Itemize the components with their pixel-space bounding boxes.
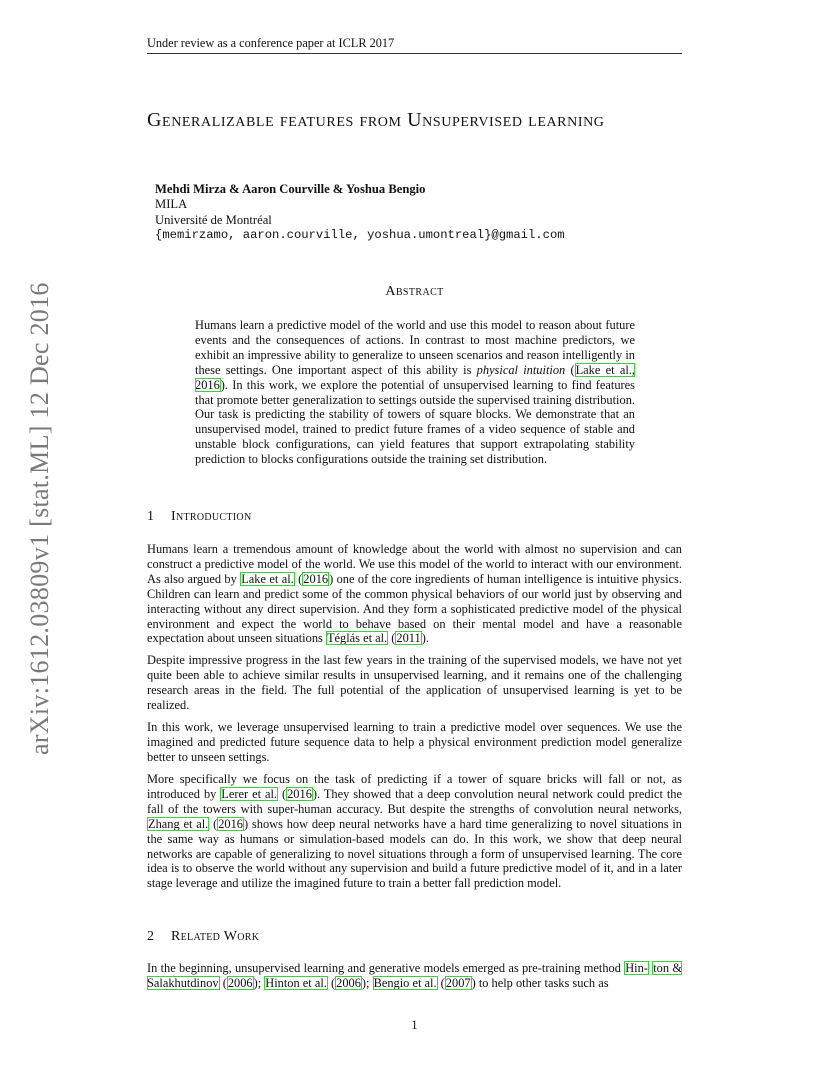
citation-year[interactable]: 2016	[218, 816, 243, 831]
author-block	[155, 182, 655, 244]
page-number: 1	[411, 1018, 418, 1032]
intro-paragraph-4: More specifically we focus on the task of predicting if a tower of square bricks will fall or not, as introduced by Lerer et al. (2016). They showed that a deep convolution neural network could predict the fall of the towers with super-human accuracy. But despite the strengths of convolution neural networks, Zhang et al. (2016) shows how deep neural networks have a hard time generalizing to novel situations in the same way as humans or simulation-based models can do. In this work, we show that deep neural networks are capable of generalizing to novel situations through a form of unsupervised learning. The core idea is to observe the world without any supervision and build a future predictive model of it, and in a later stage leverage and utilize the imagined future to train a better fall prediction model.	[147, 772, 682, 891]
citation-year[interactable]: 2011	[396, 631, 421, 646]
citation-year[interactable]: 2007	[445, 975, 471, 990]
paragraph-text: In the beginning, unsupervised learning and generative models emerged as pre-training method	[147, 961, 621, 975]
related-work-paragraph-1: In the beginning, unsupervised learning and generative models emerged as pre-training method Hin- ton & Salakhutdinov (2006); Hinton et al. (2006); Bengio et al. (2007) to help other tasks such as	[147, 961, 682, 990]
intro-paragraph-3: In this work, we leverage unsupervised learning to train a predictive model over sequences. We use the imagined and predicted future sequence data to help a physical environment prediction model generalize better to unseen settings.	[147, 720, 682, 764]
section-title: Introduction	[171, 509, 252, 524]
abstract-body: Humans learn a predictive model of the world and use this model to reason about future events and the consequences of actions. In contrast to most machine predictors, we exhibit an impressive ability to generalize to unseen scenarios and reason intelligently in these settings. One important aspect of this ability is physical intuition (Lake et al., 2016). In this work, we explore the potential of unsupervised learning to find features that promote better generalization to settings outside the supervised training distribution. Our task is predicting the stability of towers of square blocks. We demonstrate that an unsupervised model, trained to predict future frames of a video sequence of stable and unstable block configurations, can yield features that support extrapolating stability prediction to blocks configurations outside the training set distribution.	[195, 318, 635, 467]
citation-hinton-salakhutdinov-cont[interactable]: ton & Salakhutdinov	[147, 961, 682, 990]
paragraph-text: . They showed that a deep convolution neural network could predict the fall of the towers with super-human accuracy. But despite the strengths of convolution neural networks,	[147, 786, 682, 816]
header-rule	[147, 53, 682, 54]
affiliation-lab: MILA	[155, 197, 188, 212]
paragraph-text: to help other tasks such as	[478, 975, 609, 990]
section-heading-introduction	[147, 509, 682, 525]
paragraph-text: one of the core ingredients of human intelligence is intuitive physics. Children can learn and predict some of the common physical behaviors of our world just by observing and interacting without any direct supervision. And they form a sophisticated predictive model of the physical environment and expect the world to behave based on their mental model and have a reasonable expectation about unseen situations	[147, 571, 682, 646]
abstract-heading: Abstract	[385, 284, 444, 299]
section-heading-related-work	[147, 929, 682, 945]
author-names: Mehdi Mirza & Aaron Courville & Yoshua Bengio	[155, 182, 426, 196]
citation-lake-2016[interactable]: Lake et al., 2016	[195, 362, 635, 392]
intro-paragraph-2: Despite impressive progress in the last few years in the training of the supervised models, we have not yet quite been able to achieve similar results in unsupervised learning, and it remains one of the challenging research areas in the field. The full potential of the application of unsupervised learning is yet to be realized.	[147, 653, 682, 712]
citation-hinton-salakhutdinov[interactable]: Hin-	[625, 961, 648, 975]
citation-bengio-et-al[interactable]: Bengio et al.	[373, 975, 437, 990]
section-title: Related Work	[171, 929, 260, 944]
author-emails: {memirzamo, aaron.courville, yoshua.umontreal}@gmail.com	[155, 228, 565, 243]
citation-lake-et-al[interactable]: Lake et al.	[241, 571, 294, 586]
citation-teglas-et-al[interactable]: Téglás et al.	[326, 631, 388, 646]
paragraph-text: shows how deep neural networks have a hard time generalizing to novel situations in the same way as humans or simulation-based models can do. In this work, we show that deep neural networks are capable of generalizing to novel situations through a form of unsupervised learning. The core idea is to observe the world without any supervision and build a future predictive model of it, and in a later stage leverage and utilize the imagined future to train a better fall prediction model.	[147, 816, 682, 891]
citation-lerer-et-al[interactable]: Lerer et al.	[221, 786, 278, 801]
citation-year[interactable]: 2016	[303, 571, 329, 586]
citation-year[interactable]: 2016	[287, 786, 312, 801]
citation-zhang-et-al[interactable]: Zhang et al.	[148, 816, 209, 831]
arxiv-identifier-stamp[interactable]: arXiv:1612.03809v1 [stat.ML] 12 Dec 2016	[25, 282, 54, 755]
running-header: Under review as a conference paper at ICLR 2017	[147, 36, 395, 50]
paragraph-text: More specifically we focus on the task of predicting if a tower of square bricks will fall or not, as introduced by	[147, 772, 682, 801]
abstract-text-1: Humans learn a predictive model of the world and use this model to reason about future events and the consequences of actions. In contrast to most machine predictors, we exhibit an impressive ability to generalize to unseen scenarios and reason intelligently in these settings. One important aspect of this ability is	[195, 318, 635, 377]
abstract-emphasis: physical intuition	[476, 362, 566, 377]
abstract-text-2: In this work, we explore the potential of unsupervised learning to find features that promote better generalization to settings outside the supervised training distribution. Our task is predicting the stability of towers of square blocks. We demonstrate that an unsupervised model, trained to predict future frames of a video sequence of stable and unstable block configurations, can yield features that support extrapolating stability prediction to blocks configurations outside the training set distribution.	[195, 377, 635, 467]
section-number: 2	[147, 929, 155, 944]
intro-paragraph-1: Humans learn a tremendous amount of knowledge about the world with almost no supervision and can construct a predictive model of the world. We use this model of the world to interact with our environment. As also argued by Lake et al. (2016) one of the core ingredients of human intelligence is intuitive physics. Children can learn and predict some of the common physical behaviors of our world just by observing and interacting without any direct supervision. And they form a sophisticated predictive model of the physical environment and expect the world to behave based on their mental model and have a reasonable expectation about unseen situations Téglás et al. (2011).	[147, 542, 682, 646]
paper-title: Generalizable features from Unsupervised learning	[147, 109, 605, 131]
paragraph-text: Humans learn a tremendous amount of knowledge about the world with almost no supervision and can construct a predictive model of the world. We use this model of the world to interact with our environment. As also argued by	[147, 542, 682, 586]
citation-hinton-et-al[interactable]: Hinton et al.	[265, 975, 327, 990]
citation-year[interactable]: 2006	[336, 975, 361, 990]
affiliation-university: Université de Montréal	[155, 212, 272, 227]
section-number: 1	[147, 509, 155, 524]
citation-year[interactable]: 2006	[227, 975, 253, 990]
